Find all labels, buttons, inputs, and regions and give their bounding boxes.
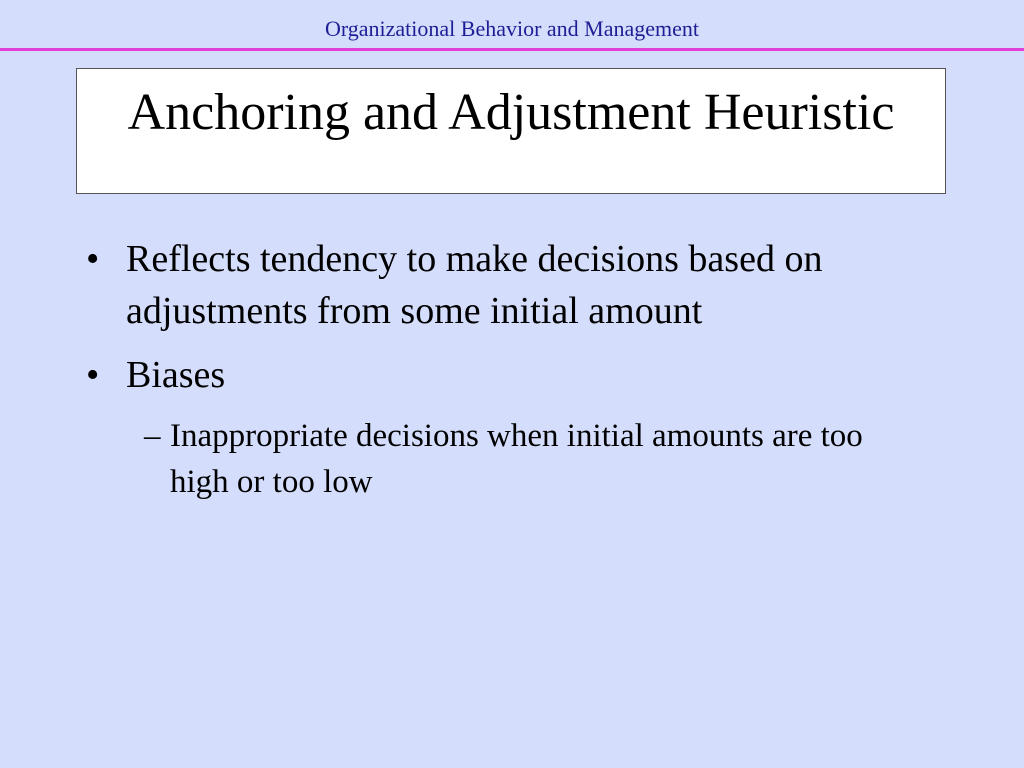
- bullet-marker: •: [86, 238, 100, 280]
- course-header: Organizational Behavior and Management: [324, 16, 700, 41]
- bullet-text: Reflects tendency to make decisions based on adjustments from some initial amount: [126, 238, 823, 332]
- bullet-marker: •: [86, 354, 100, 396]
- sub-bullet-item: [84, 413, 924, 505]
- header-divider: [0, 48, 1024, 51]
- bullet-text: Biases: [126, 354, 226, 396]
- title-box: [76, 68, 946, 194]
- bullet-item: [84, 233, 924, 337]
- bullet-item: [84, 349, 924, 401]
- sub-bullet-text: Inappropriate decisions when initial amounts are too high or too low: [170, 418, 863, 500]
- bullet-list: [84, 233, 924, 505]
- slide-title: Anchoring and Adjustment Heuristic: [127, 84, 895, 141]
- sub-bullet-marker: –: [144, 418, 161, 454]
